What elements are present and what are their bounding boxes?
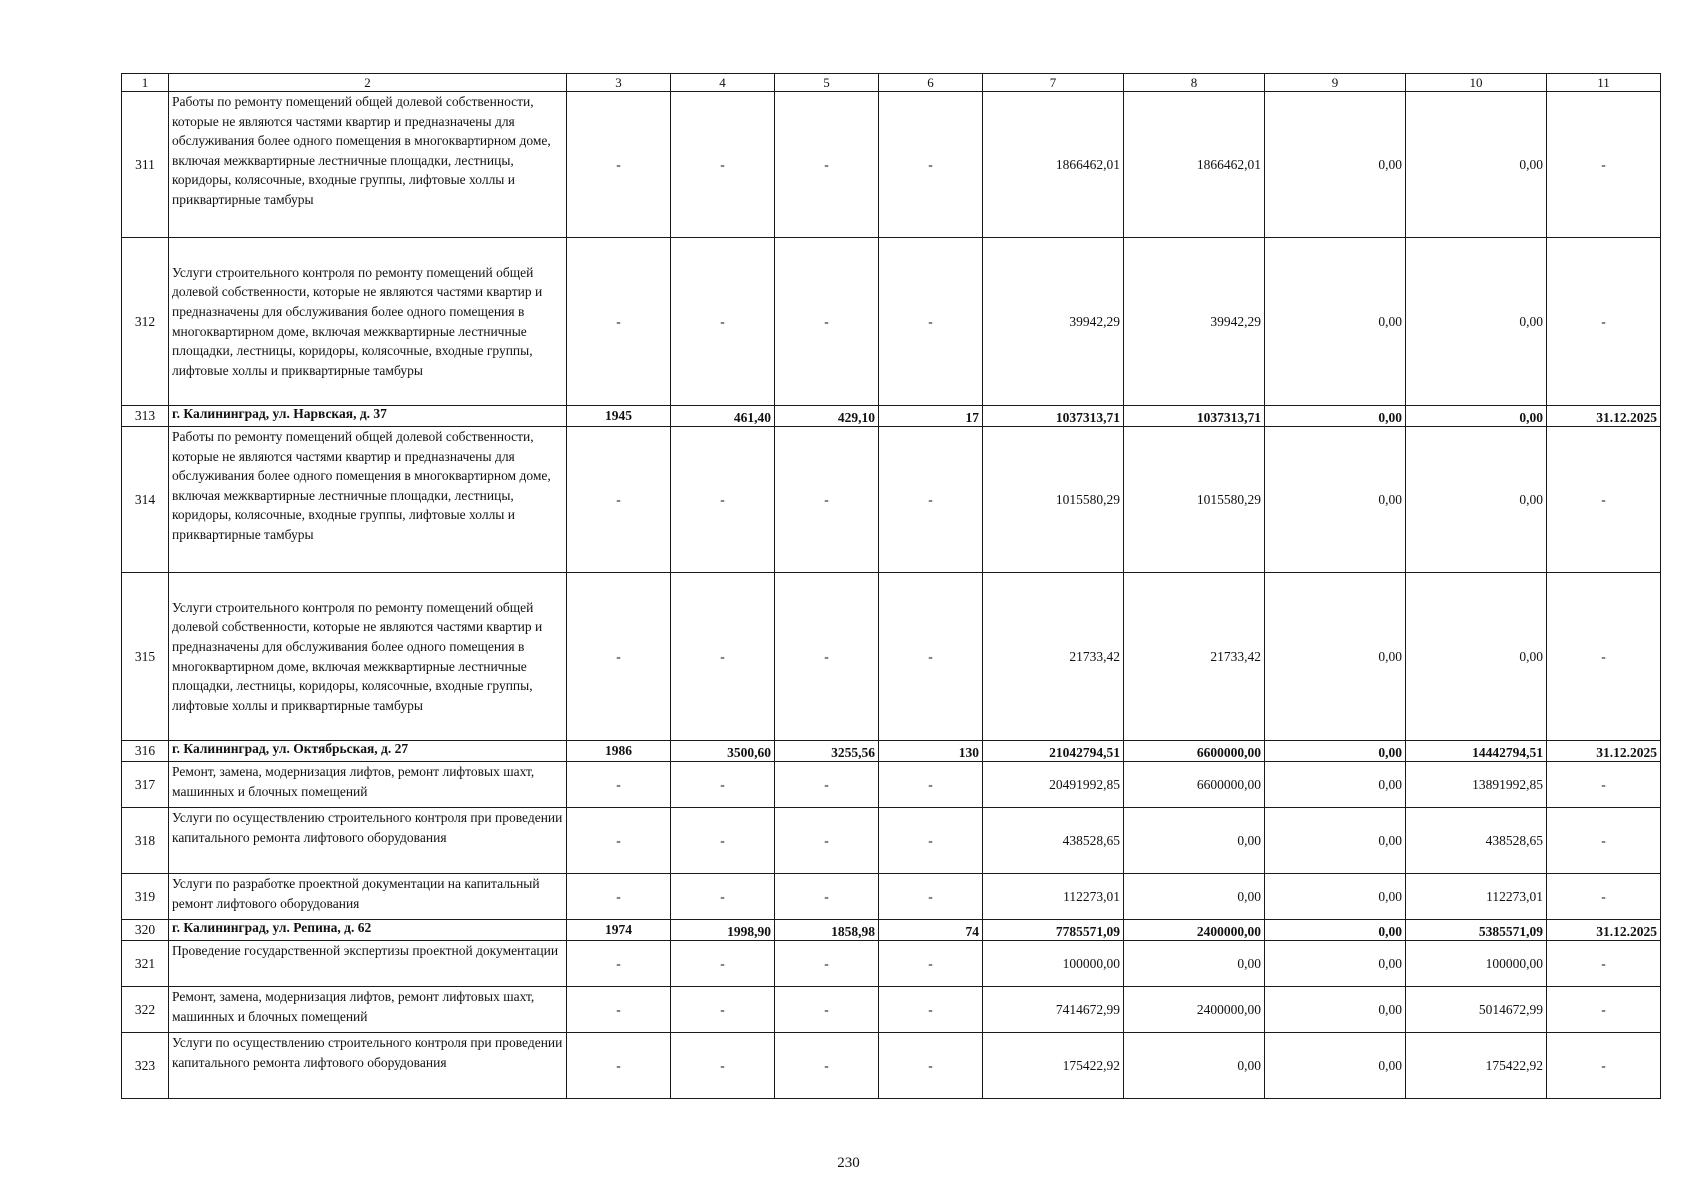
cell-col3: - — [567, 427, 671, 573]
cell-col6: - — [879, 92, 983, 238]
table-row-address — [122, 406, 1661, 427]
column-header: 4 — [671, 74, 775, 92]
cell-col7: 20491992,85 — [983, 762, 1124, 808]
cell-col7: 7414672,99 — [983, 987, 1124, 1033]
cell-col7: 100000,00 — [983, 941, 1124, 987]
cell-col9: 0,00 — [1265, 987, 1406, 1033]
work-description: Услуги строительного контроля по ремонту помещений общей долевой собственности, которые не являются частями квартир и предназначены для обслуживания более одного помещения в многоквартирном доме, включая межквартирные лестничные площадки, лестницы, коридоры, колясочные, входные группы, лифтовые холлы и приквартирные тамбуры — [169, 238, 567, 406]
cell-col10: 13891992,85 — [1406, 762, 1547, 808]
cell-col6: - — [879, 941, 983, 987]
cell-col8: 6600000,00 — [1124, 762, 1265, 808]
cell-col10: 5385571,09 — [1406, 920, 1547, 941]
work-description: Работы по ремонту помещений общей долевой собственности, которые не являются частями квартир и предназначены для обслуживания более одного помещения в многоквартирном доме, включая межквартирные лестничные площадки, лестницы, коридоры, колясочные, входные группы, лифтовые холлы и приквартирные тамбуры — [169, 427, 567, 573]
row-number: 318 — [122, 808, 169, 874]
cell-col5: - — [775, 238, 879, 406]
column-header: 3 — [567, 74, 671, 92]
cell-col8: 0,00 — [1124, 941, 1265, 987]
table-row — [122, 427, 1661, 573]
row-number: 320 — [122, 920, 169, 941]
cell-col5: 3255,56 — [775, 741, 879, 762]
cell-col5: - — [775, 808, 879, 874]
column-header: 11 — [1547, 74, 1661, 92]
address: г. Калининград, ул. Репина, д. 62 — [169, 920, 567, 941]
cell-col9: 0,00 — [1265, 874, 1406, 920]
cell-col3: - — [567, 941, 671, 987]
column-header: 9 — [1265, 74, 1406, 92]
cell-col6: - — [879, 427, 983, 573]
work-description: Услуги по разработке проектной документации на капитальный ремонт лифтового оборудования — [169, 874, 567, 920]
cell-col7: 438528,65 — [983, 808, 1124, 874]
column-header: 5 — [775, 74, 879, 92]
cell-col8: 6600000,00 — [1124, 741, 1265, 762]
row-number: 315 — [122, 573, 169, 741]
cell-col6: - — [879, 987, 983, 1033]
cell-col10: 0,00 — [1406, 238, 1547, 406]
column-header: 6 — [879, 74, 983, 92]
cell-col6: - — [879, 808, 983, 874]
cell-col7: 175422,92 — [983, 1033, 1124, 1099]
cell-col3: - — [567, 1033, 671, 1099]
cell-col8: 21733,42 — [1124, 573, 1265, 741]
cell-col11: - — [1547, 762, 1661, 808]
cell-col3: - — [567, 874, 671, 920]
cell-col10: 100000,00 — [1406, 941, 1547, 987]
row-number: 322 — [122, 987, 169, 1033]
cell-col6: - — [879, 762, 983, 808]
cell-col5: 429,10 — [775, 406, 879, 427]
cell-col11: - — [1547, 874, 1661, 920]
cell-col9: 0,00 — [1265, 920, 1406, 941]
cell-col5: 1858,98 — [775, 920, 879, 941]
cell-col5: - — [775, 762, 879, 808]
cell-col3: - — [567, 808, 671, 874]
row-number: 314 — [122, 427, 169, 573]
work-description: Услуги по осуществлению строительного контроля при проведении капитального ремонта лифтового оборудования — [169, 808, 567, 874]
cell-col4: - — [671, 1033, 775, 1099]
cell-col3: 1974 — [567, 920, 671, 941]
cell-col4: - — [671, 987, 775, 1033]
cell-col9: 0,00 — [1265, 406, 1406, 427]
cell-col7: 1866462,01 — [983, 92, 1124, 238]
cell-col6: 130 — [879, 741, 983, 762]
cell-col11: - — [1547, 427, 1661, 573]
cell-col6: 17 — [879, 406, 983, 427]
column-header: 10 — [1406, 74, 1547, 92]
cell-col9: 0,00 — [1265, 573, 1406, 741]
work-description: Проведение государственной экспертизы проектной документации — [169, 941, 567, 987]
cell-col11: 31.12.2025 — [1547, 741, 1661, 762]
cell-col4: - — [671, 941, 775, 987]
cell-col8: 0,00 — [1124, 874, 1265, 920]
cell-col11: - — [1547, 941, 1661, 987]
table-row — [122, 1033, 1661, 1099]
cell-col3: - — [567, 573, 671, 741]
cell-col7: 1037313,71 — [983, 406, 1124, 427]
cell-col4: - — [671, 808, 775, 874]
work-description: Услуги по осуществлению строительного контроля при проведении капитального ремонта лифтового оборудования — [169, 1033, 567, 1099]
cell-col9: 0,00 — [1265, 941, 1406, 987]
row-number: 311 — [122, 92, 169, 238]
cell-col7: 112273,01 — [983, 874, 1124, 920]
cell-col3: 1986 — [567, 741, 671, 762]
cell-col8: 2400000,00 — [1124, 987, 1265, 1033]
cell-col5: - — [775, 427, 879, 573]
cell-col10: 0,00 — [1406, 427, 1547, 573]
address: г. Калининград, ул. Нарвская, д. 37 — [169, 406, 567, 427]
cell-col4: 1998,90 — [671, 920, 775, 941]
column-header: 2 — [169, 74, 567, 92]
work-description: Ремонт, замена, модернизация лифтов, ремонт лифтовых шахт, машинных и блочных помещений — [169, 987, 567, 1033]
row-number: 316 — [122, 741, 169, 762]
cell-col8: 1866462,01 — [1124, 92, 1265, 238]
cell-col6: - — [879, 874, 983, 920]
work-description: Работы по ремонту помещений общей долевой собственности, которые не являются частями квартир и предназначены для обслуживания более одного помещения в многоквартирном доме, включая межквартирные лестничные площадки, лестницы, коридоры, колясочные, входные группы, лифтовые холлы и приквартирные тамбуры — [169, 92, 567, 238]
cell-col10: 175422,92 — [1406, 1033, 1547, 1099]
cell-col11: - — [1547, 92, 1661, 238]
cell-col3: 1945 — [567, 406, 671, 427]
cell-col7: 21733,42 — [983, 573, 1124, 741]
table-row — [122, 874, 1661, 920]
column-header: 1 — [122, 74, 169, 92]
cell-col8: 1015580,29 — [1124, 427, 1265, 573]
work-description: Услуги строительного контроля по ремонту помещений общей долевой собственности, которые не являются частями квартир и предназначены для обслуживания более одного помещения в многоквартирном доме, включая межквартирные лестничные площадки, лестницы, коридоры, колясочные, входные группы, лифтовые холлы и приквартирные тамбуры — [169, 573, 567, 741]
cell-col8: 2400000,00 — [1124, 920, 1265, 941]
cell-col4: 3500,60 — [671, 741, 775, 762]
cell-col11: 31.12.2025 — [1547, 920, 1661, 941]
row-number: 313 — [122, 406, 169, 427]
cell-col7: 39942,29 — [983, 238, 1124, 406]
table-row-address — [122, 741, 1661, 762]
cell-col3: - — [567, 92, 671, 238]
cell-col9: 0,00 — [1265, 427, 1406, 573]
cell-col5: - — [775, 573, 879, 741]
table-row — [122, 238, 1661, 406]
cell-col10: 112273,01 — [1406, 874, 1547, 920]
cell-col7: 21042794,51 — [983, 741, 1124, 762]
cell-col8: 1037313,71 — [1124, 406, 1265, 427]
cell-col8: 39942,29 — [1124, 238, 1265, 406]
cell-col7: 1015580,29 — [983, 427, 1124, 573]
cell-col9: 0,00 — [1265, 808, 1406, 874]
work-description: Ремонт, замена, модернизация лифтов, ремонт лифтовых шахт, машинных и блочных помещений — [169, 762, 567, 808]
cell-col11: - — [1547, 573, 1661, 741]
cell-col9: 0,00 — [1265, 762, 1406, 808]
cell-col7: 7785571,09 — [983, 920, 1124, 941]
row-number: 321 — [122, 941, 169, 987]
cell-col10: 0,00 — [1406, 92, 1547, 238]
cell-col4: - — [671, 874, 775, 920]
cell-col11: - — [1547, 987, 1661, 1033]
address: г. Калининград, ул. Октябрьская, д. 27 — [169, 741, 567, 762]
cell-col5: - — [775, 941, 879, 987]
cell-col5: - — [775, 874, 879, 920]
cell-col9: 0,00 — [1265, 1033, 1406, 1099]
row-number: 319 — [122, 874, 169, 920]
table-row — [122, 762, 1661, 808]
cell-col6: 74 — [879, 920, 983, 941]
cell-col6: - — [879, 238, 983, 406]
header-row — [122, 74, 1661, 92]
program-table — [121, 73, 1661, 1099]
table-row — [122, 573, 1661, 741]
cell-col11: - — [1547, 1033, 1661, 1099]
column-header: 7 — [983, 74, 1124, 92]
table-row-address — [122, 920, 1661, 941]
cell-col11: 31.12.2025 — [1547, 406, 1661, 427]
table-row — [122, 941, 1661, 987]
row-number: 317 — [122, 762, 169, 808]
cell-col4: - — [671, 762, 775, 808]
row-number: 323 — [122, 1033, 169, 1099]
cell-col3: - — [567, 762, 671, 808]
page-number: 230 — [837, 1155, 860, 1171]
cell-col9: 0,00 — [1265, 238, 1406, 406]
row-number: 312 — [122, 238, 169, 406]
cell-col6: - — [879, 1033, 983, 1099]
cell-col5: - — [775, 987, 879, 1033]
cell-col11: - — [1547, 238, 1661, 406]
column-header: 8 — [1124, 74, 1265, 92]
cell-col10: 438528,65 — [1406, 808, 1547, 874]
cell-col4: 461,40 — [671, 406, 775, 427]
cell-col4: - — [671, 573, 775, 741]
cell-col4: - — [671, 238, 775, 406]
cell-col6: - — [879, 573, 983, 741]
cell-col3: - — [567, 238, 671, 406]
table-row — [122, 808, 1661, 874]
cell-col10: 14442794,51 — [1406, 741, 1547, 762]
cell-col10: 0,00 — [1406, 573, 1547, 741]
cell-col11: - — [1547, 808, 1661, 874]
cell-col10: 0,00 — [1406, 406, 1547, 427]
cell-col4: - — [671, 427, 775, 573]
table-row — [122, 987, 1661, 1033]
cell-col9: 0,00 — [1265, 92, 1406, 238]
cell-col5: - — [775, 92, 879, 238]
cell-col8: 0,00 — [1124, 808, 1265, 874]
table-row — [122, 92, 1661, 238]
cell-col3: - — [567, 987, 671, 1033]
cell-col4: - — [671, 92, 775, 238]
cell-col10: 5014672,99 — [1406, 987, 1547, 1033]
cell-col8: 0,00 — [1124, 1033, 1265, 1099]
cell-col9: 0,00 — [1265, 741, 1406, 762]
cell-col5: - — [775, 1033, 879, 1099]
